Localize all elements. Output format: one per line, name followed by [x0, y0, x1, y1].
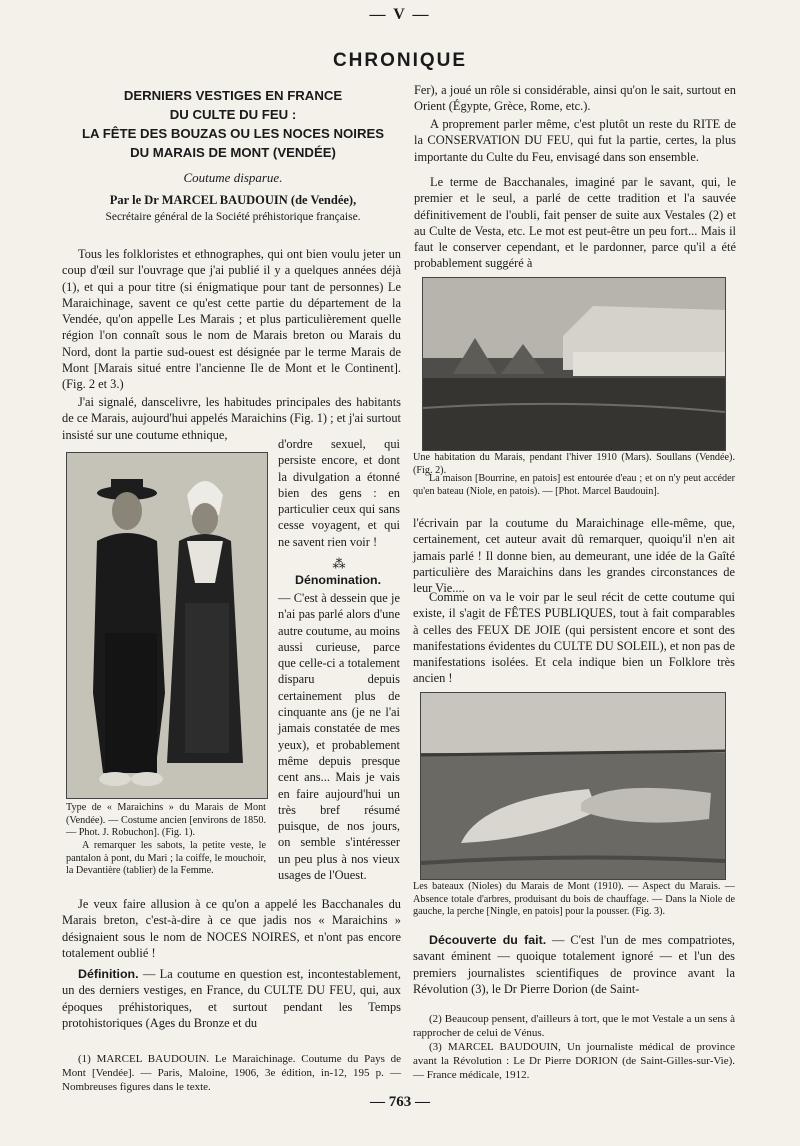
footnote-2: (2) Beaucoup pensent, d'ailleurs à tort, que le mot Vestale a un sens à rapprocher de celui de Vénus. [413, 1013, 735, 1039]
article-subtitle: Coutume disparue. [183, 170, 283, 185]
figure-1-photo [66, 452, 268, 799]
figure-3-caption: Les bateaux (Nioles) du Marais de Mont (1910). — Aspect du Marais. — Absence totale d'arbres, produisant du bois de chauffage. — Dans la Niole de gauche, la perche [Ningle, en patois] pour la pousser. (Fig. 3). [413, 881, 735, 918]
figure-2-caption: Une habitation du Marais, pendant l'hiver 1910 (Mars). Soullans (Vendée). (Fig. 2). [413, 452, 735, 476]
section-number: — V — [369, 6, 431, 23]
definition-paragraph [62, 966, 401, 1031]
paragraph-a: Fer), a joué un rôle si considérable, ainsi qu'on le sait, surtout en Orient (Égypte, Grèce, Rome, etc.). [414, 83, 736, 114]
asterism: ⁂ [332, 556, 346, 571]
footnote-1-wrap [62, 1052, 401, 1094]
decouverte-paragraph [413, 932, 735, 997]
article-title [65, 86, 401, 162]
boats-marsh-image [421, 693, 725, 879]
decouverte-heading: Découverte du fait. [429, 933, 547, 947]
intro-paragraph: Tous les folkloristes et ethnographes, qui ont bien voulu jeter un coup d'œil sur l'ouvrage que j'ai publié il y a quelques années déjà (1), et qui a pour titre (si énigmatique pour tant de personnes) Le Maraichinage, savent ce qu'est cette partie du département de la Vendée, qu'on appelle Les Marais ; et plus particulièrement quelle région l'on connaît sous le nom de Marais breton ou Marais du Nord, dont la partie sud-ouest est désignée par le terme Marais de Mont [Marais situé entre l'ancienne Ile de Mont et le Continent]. (Fig. 2 et 3.) [62, 247, 401, 392]
paragraph-d: l'écrivain par la coutume du Maraichinage elle-même, que, certainement, cet auteur avait dû remarquer, quoiqu'il n'en ait jamais parlé ! Il donne bien, au demeurant, une idée de la Gaîté particulière des Maraichins dans les grandes circonstances de leur Vie.... [413, 516, 735, 596]
title-line: DU MARAIS DE MONT (VENDÉE) [130, 145, 336, 160]
author-role: Secrétaire général de la Société préhistorique française. [105, 211, 361, 223]
paragraph-e: Comme on va le voir par le seul récit de cette coutume qui existe, il s'agit de FÊTES PUBLIQUES, tout à fait comparables à celles des FEUX DE JOIE (qui persistent encore et sont des manifestations évidentes du CULTE DU SOLEIL), et non pas de manifestations isolées. Et cela indique bien un Folklore très ancien ! [413, 590, 735, 686]
definition-text: — La coutume en question est, incontestablement, un des derniers vestiges, en France, du CULTE DU FEU, qui, aux époques préhistoriques, et surtout pendant les Temps protohistoriques (Ages du Bronze et du [62, 967, 401, 1030]
paragraph-b: A proprement parler même, c'est plutôt un reste du RITE de la CONSERVATION DU FEU, qui fut la partie, certes, la plus importante du Culte du Feu, envisagé dans son ensemble. [414, 117, 736, 164]
title-line: LA FÊTE DES BOUZAS OU LES NOCES NOIRES [81, 126, 385, 141]
title-line: DERNIERS VESTIGES EN FRANCE [123, 88, 343, 103]
flooded-house-image [423, 278, 725, 450]
definition-heading: Définition. [78, 967, 139, 981]
page-number: — 763 — [370, 1094, 430, 1110]
title-line: DU CULTE DU FEU : [169, 107, 297, 122]
denomination-heading: Dénomination. [295, 573, 382, 587]
chronique-heading: CHRONIQUE [332, 50, 468, 71]
footnote-1: (1) MARCEL BAUDOUIN. Le Maraichinage. Coutume du Pays de Mont [Vendée]. — Paris, Maloine, 1906, 3e édition, in-12, 195 p. — Nombreuses figures dans le texte. [62, 1053, 401, 1093]
decouverte-text: — C'est l'un de mes compatriotes, savant éminent — quoique totalement ignoré — et l'un des premiers journalistes scientifiques de province avant la Révolution (3), le Dr Pierre Dorion (de Saint- [413, 933, 735, 996]
paragraph-c: Le terme de Bacchanales, imaginé par le savant, qui, le premier et le seul, a parlé de cette tradition et l'a sauvée définitivement de l'oubli, fait penser de suite aux Vestales (2) et au Culte de Vesta, etc. Le mot est peut-être un peu fort... Mais il faut le conserver cependant, et le pardonner, parce qu'il a été probablement suggéré à [414, 175, 736, 271]
paragraph-3: Je veux faire allusion à ce qu'on a appelé les Bacchanales du Marais breton, c'est-à-dire à ce que jadis nos « Maraichins » désignaient sous le nom de NOCES NOIRES, et n'ont pas encore totalement oublié ! [62, 897, 401, 960]
footnote-3: (3) MARCEL BAUDOUIN, Un journaliste médical de province avant la Révolution : Le Dr Pierre DORION (de Saint-Gilles-sur-Vie). — France médicale, 1912. [413, 1041, 735, 1081]
paragraph-2: J'ai signalé, danscelivre, les habitudes principales des habitants de ce Marais, aujourd'hui appelés Maraichins (Fig. 1) ; et j'ai surtout insisté sur une coutume ethnique, [62, 395, 401, 442]
figure-2-note: La maison [Bourrine, en patois] est entourée d'eau ; et on n'y peut accéder qu'en bateau (Niole, en patois). — [Phot. Marcel Baudouin]. [413, 473, 735, 497]
wrap-text: d'ordre sexuel, qui persiste encore, et dont la divulgation a étonné bien des gens : en particulier ceux qui sans cesse voyagent, et qui ne savent rien voir ! [278, 437, 400, 549]
figure-1-caption: Type de « Maraichins » du Marais de Mont (Vendée). — Costume ancien [environs de 1850. — Phot. J. Robuchon]. (Fig. 1). [66, 802, 266, 839]
figure-1-note: A remarquer les sabots, la petite veste, le pantalon à pont, du Mari ; la coiffe, le mouchoir, la Devantière (tablier) de la Femme. [66, 840, 266, 877]
figure-3-photo [420, 692, 726, 880]
maraichins-couple-image [67, 453, 267, 798]
denomination-text: — C'est à dessein que je n'ai pas parlé alors d'une autre coutume, au moins aussi curieuse, parce que celle-ci a totalement disparu depuis certainement plus de cinquante ans (je ne l'ai jamais constatée de mes yeux), et probablement même depuis presque cent ans... Mais je vais en faire aujourd'hui un très bref résumé puisque, de nos jours, on semble s'intéresser un peu plus à nos vieux usages de l'Ouest. [278, 591, 400, 883]
author-line: Par le Dr MARCEL BAUDOUIN (de Vendée), [109, 193, 357, 207]
figure-2-photo [422, 277, 726, 451]
